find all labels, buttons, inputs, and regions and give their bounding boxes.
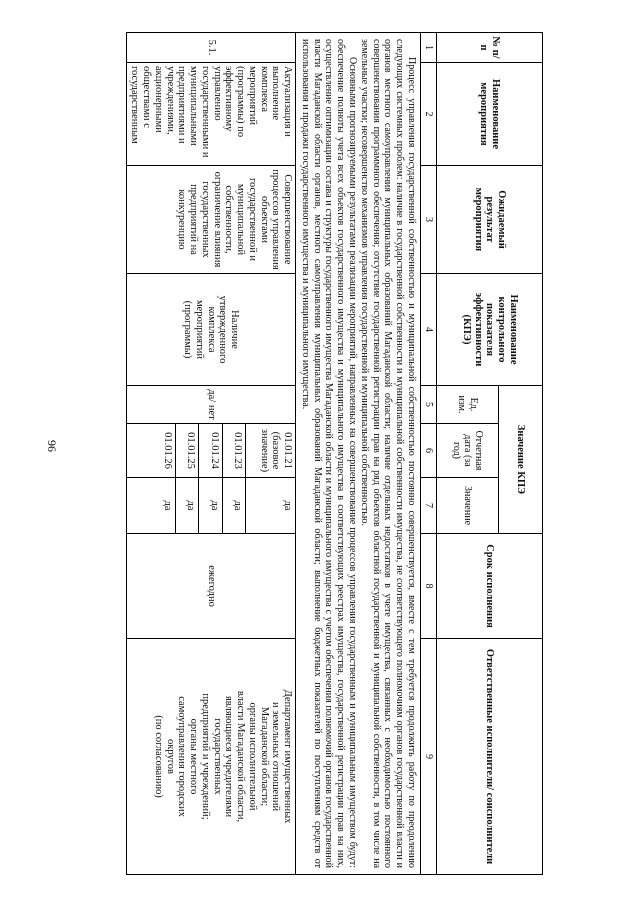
measure-line: выполнение	[270, 66, 282, 121]
column-number: 1	[421, 33, 437, 63]
indicator-line: мероприятий	[193, 300, 205, 359]
result-line: конкуренцию	[176, 189, 188, 250]
header-report-date: Отчетная дата (за год)	[437, 424, 499, 478]
page-number: 96	[45, 440, 59, 452]
responsible-line: Магаданской области;	[258, 706, 270, 807]
responsible-line: предприятий и учреждений;	[199, 693, 211, 820]
result-line: муниципальной	[235, 183, 247, 256]
responsible-line: самоуправления городских	[176, 696, 188, 817]
measure-line: муниципальными	[188, 66, 200, 146]
indicator-line: (программы)	[182, 300, 194, 359]
column-number: 9	[421, 639, 437, 875]
kpe-indicator-cell	[126, 274, 296, 386]
intro-text-cell	[296, 33, 421, 875]
header-deadline: Срок исполнения	[437, 534, 543, 639]
report-date-cell: 01.01.24	[199, 424, 222, 478]
indicator-line: утвержденного	[217, 295, 229, 364]
measure-line: государственным	[129, 66, 141, 144]
measure-line: комплекса	[258, 66, 270, 113]
responsible-line: округов	[164, 739, 176, 775]
header-responsible: Ответственные исполнители/ соисполнители	[437, 639, 543, 875]
measure-line: (программы) по	[235, 66, 247, 138]
measure-line: предприятиями и	[176, 66, 188, 144]
column-number: 4	[421, 274, 437, 386]
measure-line: учреждениями,	[164, 66, 176, 135]
indicator-line: комплекса	[205, 306, 217, 353]
responsible-line: (по согласованию)	[152, 715, 164, 798]
column-number: 7	[421, 478, 437, 534]
measure-line: мероприятий	[246, 66, 258, 125]
header-expected-result: Ожидаемый результат мероприятия	[437, 166, 543, 274]
column-number: 2	[421, 63, 437, 166]
value-cell: да	[246, 478, 296, 534]
measure-line: обществами с	[141, 66, 153, 128]
report-date-cell: 01.01.26	[126, 424, 175, 478]
result-line: собственности,	[223, 185, 235, 254]
value-cell: да	[175, 478, 198, 534]
intro-row	[296, 33, 421, 875]
column-numbers-row	[421, 33, 437, 875]
measure-line: акционерными	[152, 66, 164, 133]
table-row	[246, 33, 296, 875]
measures-table	[126, 32, 543, 875]
measure-name-cell	[126, 63, 296, 166]
indicator-line: Наличие	[229, 310, 241, 349]
report-date-cell: 01.01.23	[222, 424, 245, 478]
result-line: объектами	[258, 195, 270, 244]
intro-paragraph: Основными прогнозируемыми результатами реализации мероприятий, направленных на совершенствование процессов управления государственным и муниципальным имуществом будут: обеспечение полноты учета всех объектов государственного имущества и муниципального имущества в соответствующих реестрах имущества, государственной регистрации прав на них, осуществление оптимизации состава и структуры государственного имущества Магаданской области и муниципального имущества с учетом обеспечения полномочий органов государственной власти Магаданской области органов, местного самоуправления муниципальных образований Магаданской области; выполнение бюджетных показателей по поступлениям средств от использования и продажи государственного имущества и муниципального имущества.	[299, 39, 359, 869]
report-date-cell: 01.01.21 (базовое значение)	[246, 424, 296, 478]
value-cell: да	[222, 478, 245, 534]
responsible-cell	[126, 639, 296, 875]
result-line: ограничение влияния	[211, 171, 223, 268]
result-line: государственных	[199, 181, 211, 258]
header-number: № п/п	[437, 33, 543, 63]
header-kpe-value-group: Значение КПЭ	[499, 386, 543, 534]
header-measure-name: Наименование мероприятия	[437, 63, 543, 166]
header-value: Значение	[437, 478, 499, 534]
responsible-line: органы исполнительной	[246, 702, 258, 811]
responsible-line: органы местного	[188, 718, 200, 795]
unit-cell: да/ нет	[126, 386, 296, 424]
result-line: Совершенствование	[282, 174, 294, 265]
measure-line: государственными и	[199, 66, 211, 158]
measure-line: эффективному	[223, 66, 235, 132]
column-number: 5	[421, 386, 437, 424]
report-date-cell: 01.01.25	[175, 424, 198, 478]
header-kpe-name: Наименование контрольного показателя эффективности (КПЭ)	[437, 274, 543, 386]
result-line: государственной и	[246, 177, 258, 262]
expected-result-cell	[126, 166, 296, 274]
rotated-table-container	[93, 32, 543, 874]
intro-paragraph: Процесс управления государственной собственностью и муниципальной собственностью постоянно совершенствуется, вместе с тем требуется продолжить работу по преодолению следующих системных проблем: наличие в государственной собственности и муниципальной собственности имущества, не соответствующего полномочиям органов государственной власти и органов местного самоуправления муниципальных образований Магаданской области; наличие отдельных недостатков в учете имущества, связанных с необходимостью постоянного совершенствования программного обеспечения; отсутствие государственной регистрации прав на ряд объектов областной государственной и муниципальной собственности, в том числе на земельные участки; несовершенство механизмов управления государственной и муниципальной собственностью.	[358, 39, 417, 869]
responsible-line: государственных	[211, 718, 223, 795]
header-unit: Ед. изм.	[437, 386, 499, 424]
deadline-cell: ежегодно	[126, 534, 296, 639]
row-number: 5.1.	[126, 33, 296, 63]
value-cell: да	[126, 478, 175, 534]
column-number: 3	[421, 166, 437, 274]
measure-line: Актуализация и	[282, 66, 294, 137]
column-number: 8	[421, 534, 437, 639]
value-cell: да	[199, 478, 222, 534]
column-number: 6	[421, 424, 437, 478]
responsible-line: Департамент имущественных	[282, 689, 294, 824]
result-line: предприятий на	[188, 184, 200, 255]
result-line: процессов управления	[270, 169, 282, 270]
responsible-line: являющиеся учредителями	[223, 695, 235, 818]
responsible-line: и земельных отношений	[270, 701, 282, 812]
measure-line: управлению	[211, 66, 223, 121]
responsible-line: власти Магаданской области,	[235, 690, 247, 823]
